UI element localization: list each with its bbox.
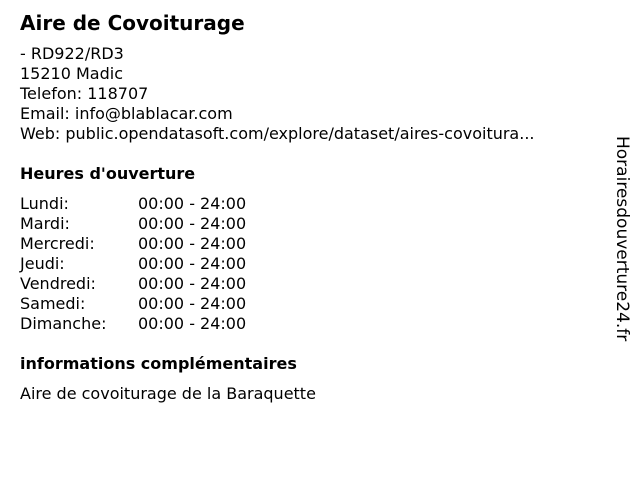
hours-day: Lundi: [20, 194, 69, 213]
additional-info-heading: informations complémentaires [20, 354, 297, 373]
hours-row-vendredi [20, 274, 246, 294]
hours-row-jeudi [20, 254, 246, 274]
opening-hours-table [20, 194, 246, 334]
address-block [20, 44, 590, 144]
hours-day: Vendredi: [20, 274, 96, 293]
address-street: - RD922/RD3 [20, 44, 124, 63]
hours-time: 00:00 - 24:00 [138, 214, 247, 233]
hours-day: Mercredi: [20, 234, 95, 253]
hours-day: Jeudi: [20, 254, 65, 273]
additional-info-text: Aire de covoiturage de la Baraquette [20, 384, 316, 403]
hours-day: Dimanche: [20, 314, 107, 333]
place-title: Aire de Covoiturage [20, 11, 245, 35]
hours-row-lundi [20, 194, 246, 214]
hours-time: 00:00 - 24:00 [138, 274, 247, 293]
opening-hours-heading: Heures d'ouverture [20, 164, 196, 183]
hours-time: 00:00 - 24:00 [138, 234, 247, 253]
hours-row-mercredi [20, 234, 246, 254]
phone-line: Telefon: 118707 [20, 84, 149, 103]
hours-time: 00:00 - 24:00 [138, 254, 247, 273]
site-watermark: Horairesdouverture24.fr [612, 136, 632, 342]
hours-time: 00:00 - 24:00 [138, 314, 247, 333]
address-city: 15210 Madic [20, 64, 123, 83]
hours-time: 00:00 - 24:00 [138, 294, 247, 313]
hours-time: 00:00 - 24:00 [138, 194, 247, 213]
hours-day: Mardi: [20, 214, 70, 233]
hours-row-dimanche [20, 314, 246, 334]
hours-day: Samedi: [20, 294, 86, 313]
hours-row-samedi [20, 294, 246, 314]
hours-row-mardi [20, 214, 246, 234]
web-line: Web: public.opendatasoft.com/explore/dataset/aires-covoitura... [20, 124, 535, 143]
email-line: Email: info@blablacar.com [20, 104, 233, 123]
